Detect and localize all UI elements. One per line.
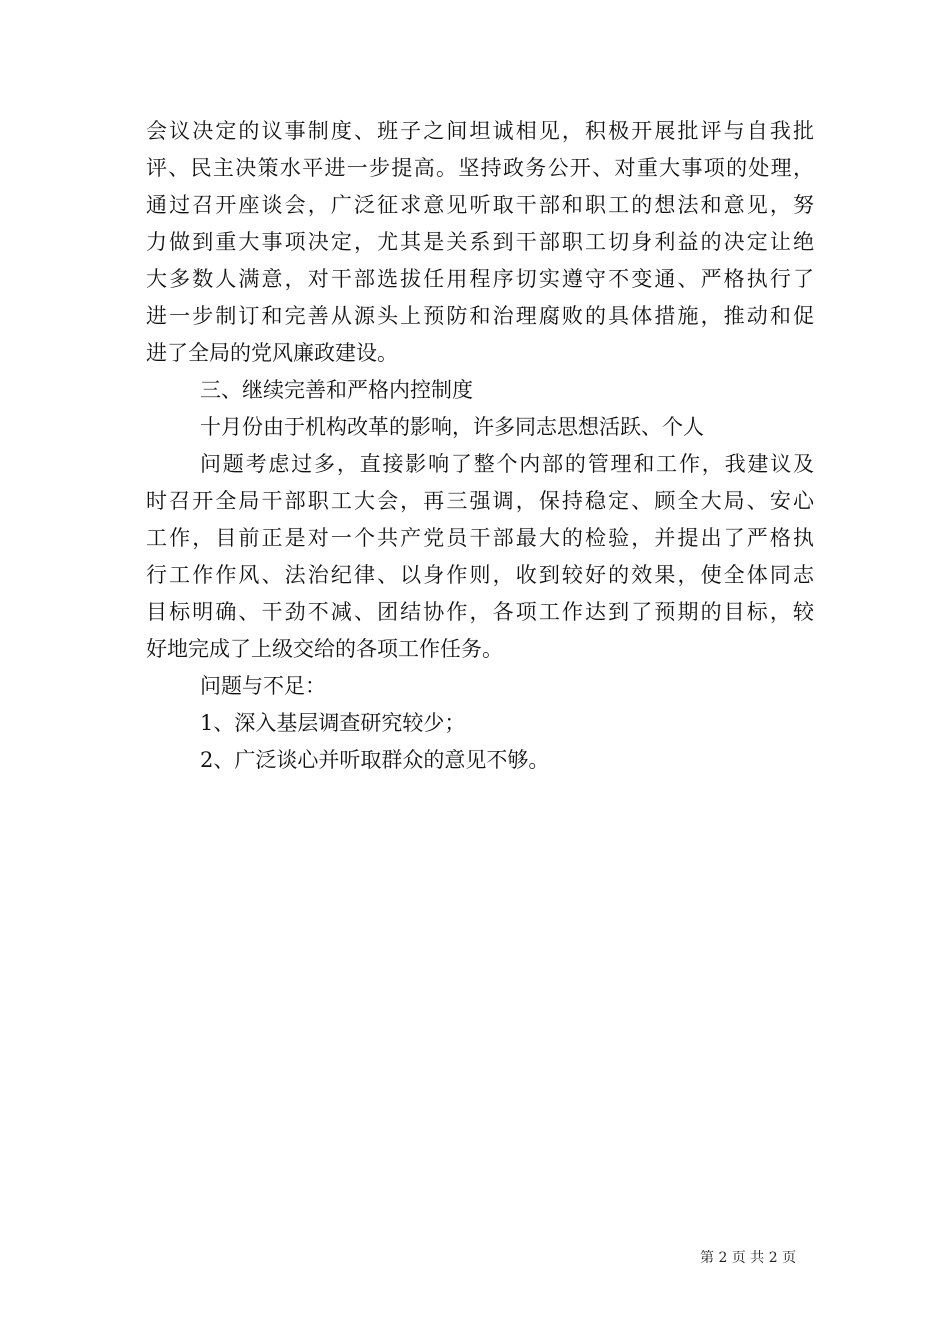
body-line: 力做到重大事项决定，尤其是关系到干部职工切身利益的决定让绝 (146, 230, 814, 254)
body-line: 工作，目前正是对一个共产党员干部最大的检验，并提出了严格执 (146, 526, 814, 550)
body-line: 问题考虑过多，直接影响了整个内部的管理和工作，我建议及 (200, 452, 814, 476)
issues-heading: 问题与不足： (200, 674, 326, 698)
body-line: 评、民主决策水平进一步提高。坚持政务公开、对重大事项的处理， (146, 156, 814, 180)
body-line: 时召开全局干部职工大会，再三强调，保持稳定、顾全大局、安心 (146, 489, 814, 513)
section-heading: 三、继续完善和严格内控制度 (200, 378, 473, 402)
body-line: 行工作作风、法治纪律、以身作则，收到较好的效果，使全体同志 (146, 563, 814, 587)
issue-item: 1、深入基层调查研究较少； (200, 711, 466, 735)
body-line: 大多数人满意，对干部选拔任用程序切实遵守不变通、严格执行了 (146, 267, 814, 291)
body-line: 会议决定的议事制度、班子之间坦诚相见，积极开展批评与自我批 (146, 119, 814, 143)
body-line: 十月份由于机构改革的影响，许多同志思想活跃、个人 (200, 415, 704, 439)
body-line: 目标明确、干劲不减、团结协作，各项工作达到了预期的目标，较 (146, 600, 814, 624)
document-body (146, 113, 814, 779)
body-line: 通过召开座谈会，广泛征求意见听取干部和职工的想法和意见，努 (146, 193, 814, 217)
body-line: 进一步制订和完善从源头上预防和治理腐败的具体措施，推动和促 (146, 304, 814, 328)
page-number-footer: 第 2 页 共 2 页 (700, 1250, 797, 1266)
body-line: 好地完成了上级交给的各项工作任务。 (146, 637, 503, 661)
issue-item: 2、广泛谈心并听取群众的意见不够。 (200, 748, 550, 772)
body-line: 进了全局的党风廉政建设。 (146, 341, 398, 365)
